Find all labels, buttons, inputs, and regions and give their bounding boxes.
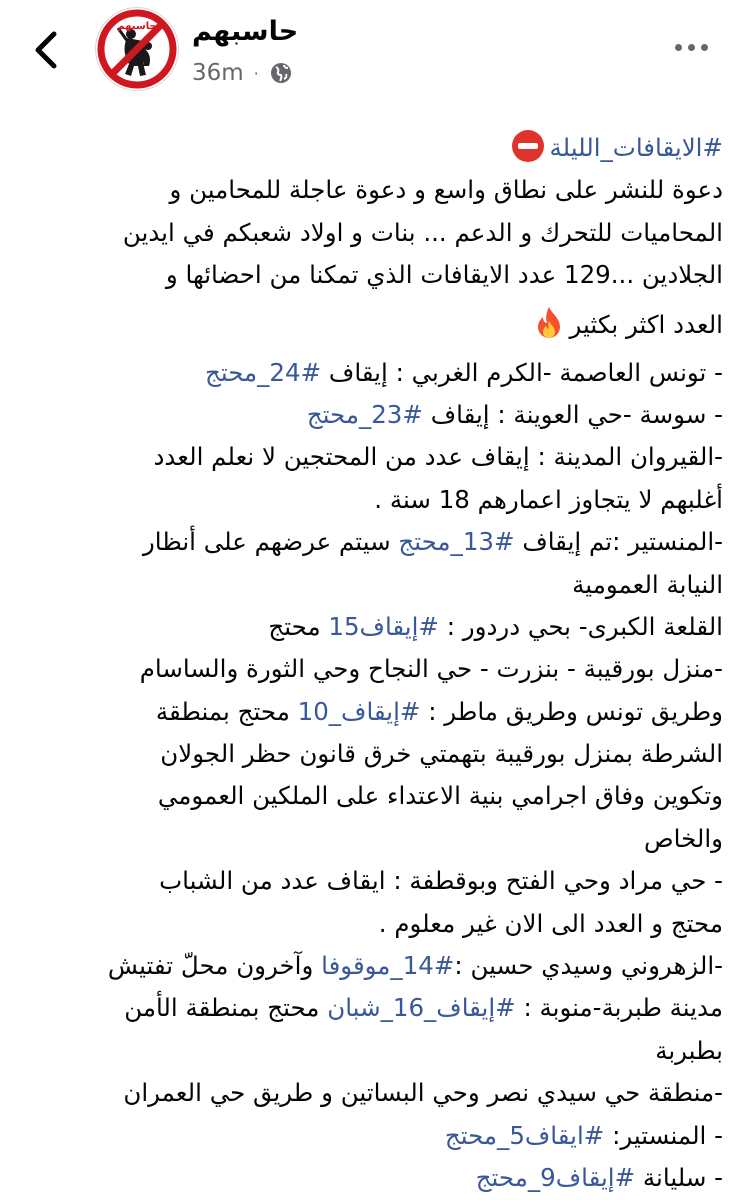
- post-line: [12, 987, 723, 1029]
- more-dot: [675, 44, 682, 51]
- post-line: والخاص: [643, 823, 723, 853]
- hashtag-link[interactable]: #الايقافات_الليلة: [549, 133, 723, 162]
- post-line: -منطقة حي سيدي نصر وحي البساتين و طريق حي العمران: [123, 1078, 723, 1108]
- post-line: وتكوين وفاق اجرامي بنية الاعتداء على الملكين العمومي: [157, 781, 723, 811]
- post-line: [12, 1157, 723, 1199]
- avatar-caption: حاسبهم: [117, 21, 157, 32]
- post-text: العدد اكثر بكثير: [569, 309, 723, 339]
- meta-separator: ·: [253, 63, 259, 83]
- post-line: الشرطة بمنزل بورقيبة بتهمتي خرق قانون حظر الجولان: [160, 739, 723, 769]
- fire-icon: [534, 305, 564, 339]
- post-text: مدينة طبربة-منوبة :: [515, 993, 723, 1023]
- post-line: -القيروان المدينة : إيقاف عدد من المحتجين لا نعلم العدد: [153, 442, 723, 472]
- post-body: [12, 127, 723, 1199]
- post-line: المحاميات للتحرك و الدعم ... بنات و اولاد شعبكم في ايدين: [122, 217, 723, 247]
- post-text: سيتم عرضهم على أنظار: [142, 527, 399, 557]
- post-text: القلعة الكبرى- بحي دردور :: [438, 611, 723, 641]
- more-dots-icon[interactable]: [675, 44, 708, 51]
- hashtag-link[interactable]: #13_محتج: [398, 527, 515, 557]
- post-line: -منزل بورقيبة - بنزرت - حي النجاح وحي الثورة والساسام: [139, 654, 723, 684]
- hashtag-link[interactable]: #ايقاف5_محتج: [444, 1120, 605, 1150]
- post-text: -الزهروني وسيدي حسين :: [454, 951, 723, 981]
- post-text: محتج: [268, 611, 329, 641]
- post-text: وآخرون محلّ تفتيش: [107, 951, 322, 981]
- post-line: بطبربة: [655, 1035, 723, 1065]
- post-meta: [192, 60, 293, 86]
- no-violence-logo-icon: [96, 8, 178, 90]
- page-name[interactable]: حاسبهم: [192, 16, 299, 47]
- post-text: -المنستير :تم إيقاف: [514, 527, 723, 557]
- post-line: [12, 352, 723, 394]
- post-text: محتج بمنطقة: [155, 696, 298, 726]
- hashtag-link[interactable]: #إيقاف15: [328, 611, 439, 641]
- post-text: وطريق تونس وطريق ماطر :: [420, 696, 723, 726]
- post-text: محتج بمنطقة الأمن: [124, 993, 328, 1023]
- post-text: - تونس العاصمة -الكرم الغربي : إيقاف: [321, 357, 723, 387]
- post-line: [12, 691, 723, 733]
- hashtag-link[interactable]: #23_محتج: [306, 399, 423, 429]
- post-line: أغلبهم لا يتجاوز اعمارهم 18 سنة .: [374, 484, 723, 514]
- more-dot: [688, 44, 695, 51]
- post-line: [12, 521, 723, 563]
- post-line: [12, 127, 723, 169]
- hashtag-link[interactable]: #24_محتج: [205, 357, 322, 387]
- post-line: النيابة العمومية: [572, 569, 723, 599]
- post-header: [0, 0, 745, 110]
- post-line: [12, 606, 723, 648]
- hashtag-link[interactable]: #إيقاف_10: [297, 696, 421, 726]
- post-text: - سليانة: [635, 1162, 723, 1192]
- post-line: [12, 297, 723, 352]
- post-text: - سوسة -حي العوينة : إيقاف: [422, 399, 723, 429]
- chevron-left-icon[interactable]: [28, 28, 64, 72]
- hashtag-link[interactable]: #14_موقوفا: [321, 951, 455, 981]
- avatar[interactable]: [96, 8, 178, 90]
- post-line: [12, 394, 723, 436]
- post-line: محتج و العدد الى الان غير معلوم .: [378, 908, 723, 938]
- post-line: [12, 945, 723, 987]
- hashtag-link[interactable]: #إيقاف_16_شبان: [327, 993, 516, 1023]
- post-line: الجلادين ...129 عدد الايقافات الذي تمكنا من احضائها و: [165, 260, 723, 290]
- post-text: - المنستير:: [604, 1120, 723, 1150]
- stop-sign-icon: [512, 130, 544, 162]
- more-dot: [701, 44, 708, 51]
- hashtag-link[interactable]: #إيقاف9_محتج: [475, 1162, 636, 1192]
- post-line: [12, 1115, 723, 1157]
- globe-icon: [269, 61, 293, 85]
- post-time[interactable]: 36m: [192, 60, 244, 86]
- post-line: - حي مراد وحي الفتح وبوقطفة : ايقاف عدد من الشباب: [159, 866, 723, 896]
- post-line: دعوة للنشر على نطاق واسع و دعوة عاجلة للمحامين و: [169, 175, 723, 205]
